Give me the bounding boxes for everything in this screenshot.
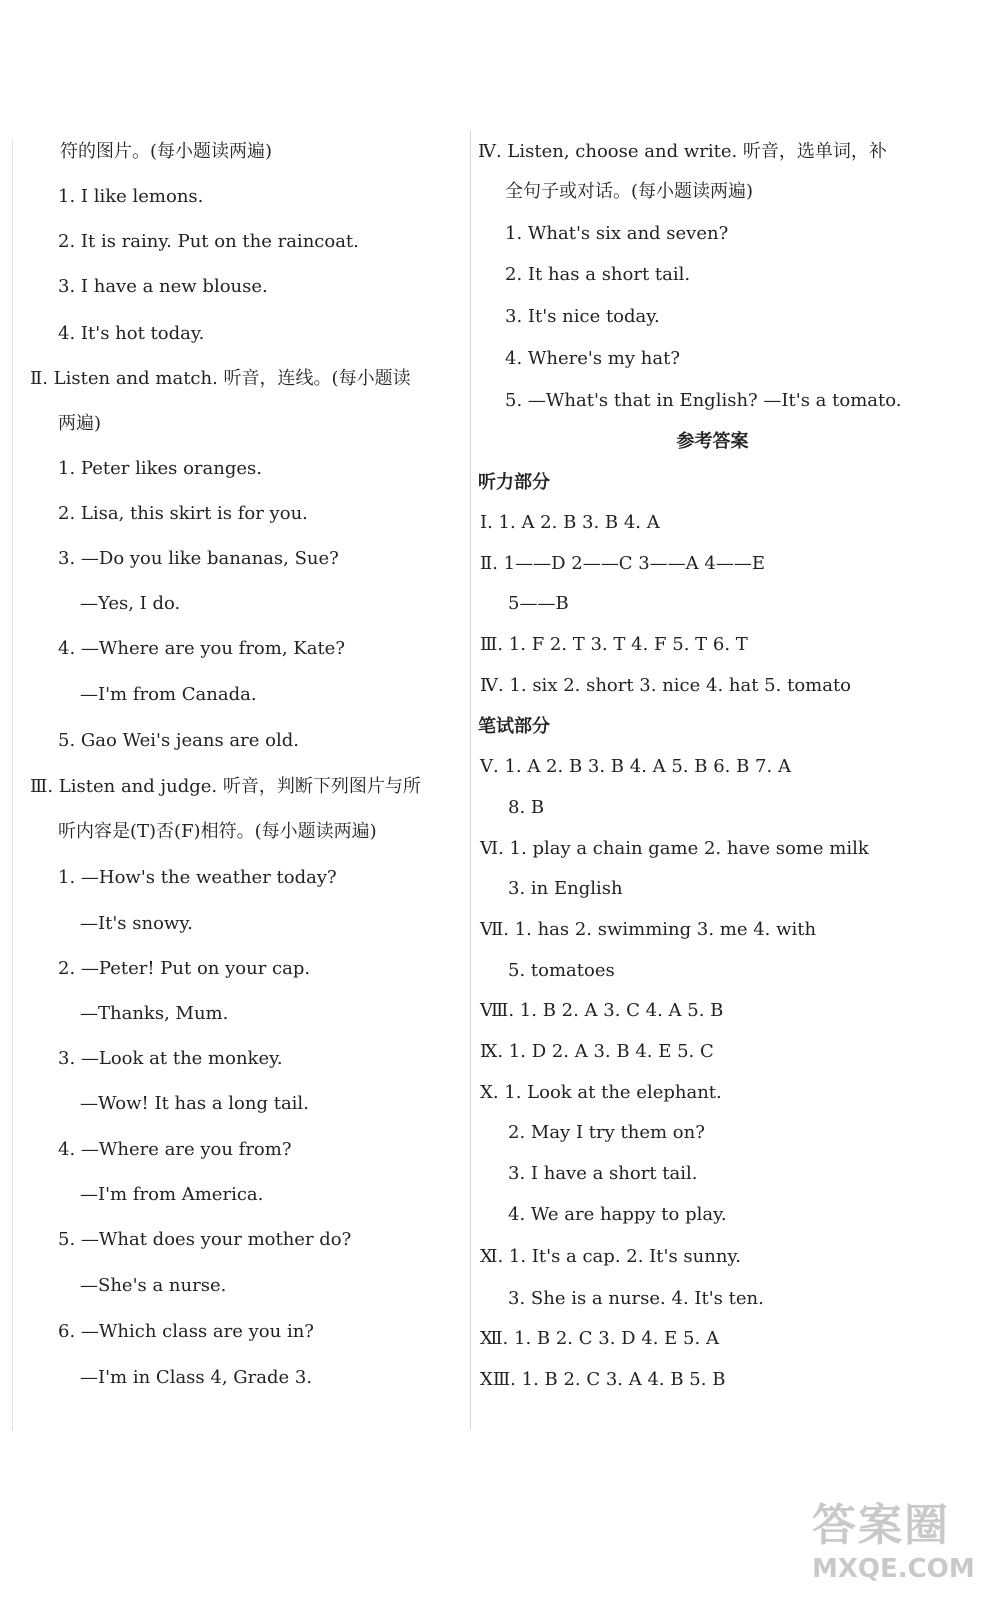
list-item: —Yes, I do. — [80, 593, 181, 614]
list-item: —Wow! It has a long tail. — [80, 1093, 309, 1114]
answer-line: Ⅳ. 1. six 2. short 3. nice 4. hat 5. tomato — [480, 675, 852, 696]
listening-title: 听力部分 — [478, 472, 550, 493]
list-item: 4. It's hot today. — [58, 323, 205, 344]
writing-title: 笔试部分 — [478, 716, 550, 737]
list-item: —I'm from Canada. — [80, 684, 257, 705]
answer-line: 3. in English — [508, 878, 623, 899]
answer-line: 5——B — [508, 593, 569, 614]
list-item: 5. —What does your mother do? — [58, 1229, 352, 1250]
list-item: 2. It is rainy. Put on the raincoat. — [58, 231, 359, 252]
answer-line: ⅩⅢ. 1. B 2. C 3. A 4. B 5. B — [480, 1369, 726, 1390]
section2-header: Ⅱ. Listen and match. 听音，连线。(每小题读 — [30, 368, 411, 389]
list-item: 5. —What's that in English? —It's a tomato. — [505, 390, 902, 411]
list-item: —Thanks, Mum. — [80, 1003, 229, 1024]
section1-continuation: 符的图片。(每小题读两遍) — [60, 141, 273, 162]
list-item: 3. I have a new blouse. — [58, 276, 268, 297]
answer-line: Ⅷ. 1. B 2. A 3. C 4. A 5. B — [480, 1000, 724, 1021]
watermark-text: 答案圈 — [812, 1500, 950, 1551]
answers-title: 参考答案 — [676, 431, 749, 452]
list-item: 1. What's six and seven? — [505, 223, 729, 244]
margin-rule — [12, 140, 14, 1430]
list-item: —It's snowy. — [80, 913, 193, 934]
list-item: 1. I like lemons. — [58, 186, 204, 207]
watermark-logo — [812, 1500, 982, 1590]
answer-line: Ⅹ. 1. Look at the elephant. — [480, 1082, 722, 1103]
answer-line: Ⅶ. 1. has 2. swimming 3. me 4. with — [480, 919, 817, 940]
list-item: 3. —Do you like bananas, Sue? — [58, 548, 339, 569]
section3-header-cont: 听内容是(T)否(F)相符。(每小题读两遍) — [58, 821, 377, 842]
answer-line: Ⅺ. 1. It's a cap. 2. It's sunny. — [480, 1246, 741, 1267]
list-item: 2. Lisa, this skirt is for you. — [58, 503, 308, 524]
answer-line: 3. She is a nurse. 4. It's ten. — [508, 1288, 764, 1309]
section4-header-cont: 全句子或对话。(每小题读两遍) — [505, 181, 754, 202]
answer-line: 4. We are happy to play. — [508, 1204, 727, 1225]
list-item: 4. —Where are you from, Kate? — [58, 638, 345, 659]
section2-header-cont: 两遍) — [58, 413, 102, 434]
list-item: 2. It has a short tail. — [505, 264, 691, 285]
list-item: —I'm from America. — [80, 1184, 264, 1205]
answer-line: Ⅻ. 1. B 2. C 3. D 4. E 5. A — [480, 1328, 719, 1349]
answer-line: Ⅰ. 1. A 2. B 3. B 4. A — [480, 512, 660, 533]
list-item: 4. —Where are you from? — [58, 1139, 292, 1160]
answer-line: Ⅲ. 1. F 2. T 3. T 4. F 5. T 6. T — [480, 634, 748, 655]
answer-line: Ⅴ. 1. A 2. B 3. B 4. A 5. B 6. B 7. A — [480, 756, 791, 777]
list-item: —I'm in Class 4, Grade 3. — [80, 1367, 313, 1388]
list-item: 6. —Which class are you in? — [58, 1321, 314, 1342]
answer-line: Ⅱ. 1——D 2——C 3——A 4——E — [480, 553, 765, 574]
answer-line: 8. B — [508, 797, 545, 818]
list-item: 1. Peter likes oranges. — [58, 458, 262, 479]
column-divider — [470, 130, 471, 1430]
answer-line: 2. May I try them on? — [508, 1122, 705, 1143]
answer-line: 3. I have a short tail. — [508, 1163, 698, 1184]
list-item: 1. —How's the weather today? — [58, 867, 337, 888]
list-item: 4. Where's my hat? — [505, 348, 680, 369]
section4-header: Ⅳ. Listen, choose and write. 听音，选单词，补 — [478, 141, 887, 162]
answer-line: Ⅵ. 1. play a chain game 2. have some milk — [480, 838, 869, 859]
section3-header: Ⅲ. Listen and judge. 听音，判断下列图片与所 — [30, 776, 421, 797]
list-item: 3. It's nice today. — [505, 306, 660, 327]
list-item: 5. Gao Wei's jeans are old. — [58, 730, 299, 751]
watermark-url: MXQE.COM — [812, 1554, 975, 1584]
list-item: 2. —Peter! Put on your cap. — [58, 958, 311, 979]
answer-line: Ⅸ. 1. D 2. A 3. B 4. E 5. C — [480, 1041, 714, 1062]
list-item: —She's a nurse. — [80, 1275, 227, 1296]
answer-line: 5. tomatoes — [508, 960, 615, 981]
list-item: 3. —Look at the monkey. — [58, 1048, 283, 1069]
